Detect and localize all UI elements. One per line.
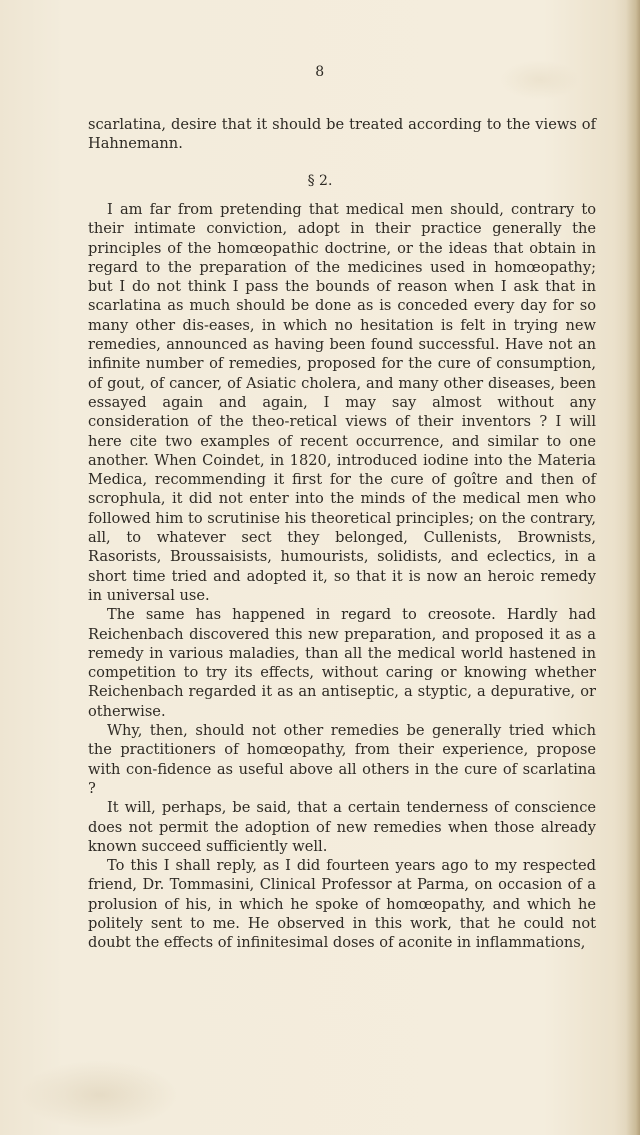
paragraph: Why, then, should not other remedies be generally tried which the practitioners of homœopathy, from their experience, propose with con-fidence as useful above all others in the cure of scarlatina ? [88,722,596,797]
paragraph: To this I shall reply, as I did fourteen years ago to my respected friend, Dr. Tommasini, Clinical Professor at Parma, on occasion of a prolusion of his, in which he spoke of homœopathy, and which he politely sent to me. He observed in this work, that he could not doubt the effects of infinitesimal doses of aconite in inflammations, [88,857,596,952]
paragraph: It will, perhaps, be said, that a certain tenderness of conscience does not permit the adoption of new remedies when those already known succeed sufficiently well. [88,799,596,855]
page-number: 8 [315,64,325,80]
section-heading: § 2. [307,173,333,189]
body-text [88,200,596,953]
paragraph: scarlatina, desire that it should be treated according to the views of Hahnemann. [88,116,596,153]
paragraph: I am far from pretending that medical men should, contrary to their intimate conviction, adopt in their practice generally the principles of the homœopathic doctrine, or the ideas that obtain in regard to the preparation of the medicines used in homœopathy; but I do not think I pass the bounds of reason when I ask that in scarlatina as much should be done as is conceded every day for so many other dis-eases, in which no hesitation is felt in trying new remedies, announced as having been found successful. Have not an infinite number of remedies, proposed for the cure of consumption, of gout, of cancer, of Asiatic cholera, and many other diseases, been essayed again and again, I may say almost without any consideration of the theo-retical views of their inventors ? I will here cite two examples of recent occurrence, and similar to one another. When Coindet, in 1820, introduced iodine into the Materia Medica, recommending it first for the cure of goître and then of scrophula, it did not enter into the minds of the medical men who followed him to scrutinise his theoretical principles; on the contrary, all, to whatever sect they belonged, Cullenists, Brownists, Rasorists, Broussaisists, humourists, solidists, and eclectics, in a short time tried and adopted it, so that it is now an heroic remedy in universal use. [88,201,596,604]
page-edge-shadow [626,0,640,1135]
opening-paragraph [88,115,596,154]
paragraph: The same has happened in regard to creosote. Hardly had Reichenbach discovered this new preparation, and proposed it as a remedy in various maladies, than all the medical world hastened in competition to try its effects, without caring or knowing whether Reichenbach regarded it as an antiseptic, a styptic, a depurative, or otherwise. [88,606,596,720]
foxing-stain [20,1060,180,1130]
